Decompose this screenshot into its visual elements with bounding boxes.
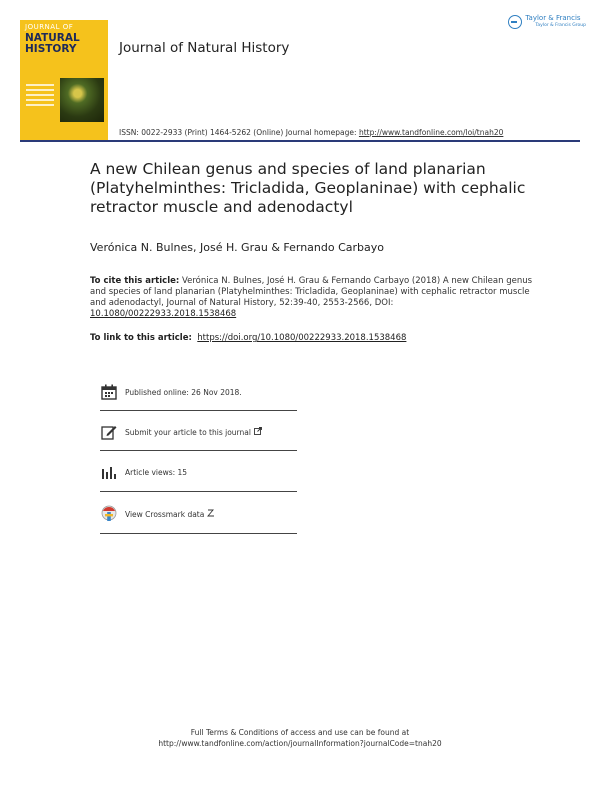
citation-text: Verónica N. Bulnes, José H. Grau & Fernando Carbayo (2018) A new Chilean genus and species of land planarian (Platyhelminthes: Tricladida, Geoplaninae) with cephalic retractor muscle and adenodactyl, Journal of Natural History, 52:39-40, 2553-2566, DOI: (90, 276, 533, 308)
cover-line2: NATURAL (25, 32, 80, 44)
edit-icon (100, 423, 118, 441)
article-title: A new Chilean genus and species of land planarian (Platyhelminthes: Tricladida, Geoplaninae) with cephalic retractor muscle and adenodactyl (90, 160, 526, 216)
submit-article-text[interactable]: Submit your article to this journal (125, 427, 251, 437)
taylor-francis-icon (508, 15, 522, 29)
journal-cover (20, 20, 108, 140)
external-link-icon (254, 427, 262, 437)
published-online-text: Published online: 26 Nov 2018. (125, 387, 242, 397)
crossmark-text[interactable]: View Crossmark data (125, 509, 205, 519)
issn-text: ISSN: 0022-2933 (Print) 1464-5262 (Online) Journal homepage: (119, 128, 359, 137)
cover-text-block (26, 84, 54, 109)
publisher-name: Taylor & Francis (525, 14, 581, 22)
article-doi-link[interactable]: https://doi.org/10.1080/00222933.2018.1538468 (197, 333, 407, 343)
link-label: To link to this article: (90, 333, 192, 343)
crossmark-row[interactable] (100, 495, 297, 534)
cover-line1: JOURNAL OF (25, 23, 74, 31)
crossmark-link-icon (207, 509, 215, 519)
crossmark-icon (100, 505, 118, 523)
citation-doi-link[interactable]: 10.1080/00222933.2018.1538468 (90, 309, 237, 319)
publisher-logo[interactable] (508, 14, 586, 30)
article-authors: Verónica N. Bulnes, José H. Grau & Fernando Carbayo (90, 241, 385, 254)
submit-article-row[interactable] (100, 414, 297, 451)
article-views-row (100, 454, 297, 492)
footer-terms-link[interactable]: http://www.tandfonline.com/action/journalInformation?journalCode=tnah20 (158, 739, 442, 748)
article-link-block (90, 333, 406, 343)
header-divider (20, 140, 580, 142)
issn-line (119, 128, 503, 137)
citation-block (90, 276, 540, 320)
bar-chart-icon (100, 464, 118, 482)
published-online-row (100, 374, 297, 411)
cover-photo (60, 78, 104, 122)
journal-title[interactable]: Journal of Natural History (119, 40, 290, 56)
calendar-icon (100, 383, 118, 401)
journal-homepage-link[interactable]: http://www.tandfonline.com/loi/tnah20 (358, 128, 504, 137)
footer-terms-text: Full Terms & Conditions of access and use can be found at (190, 728, 410, 737)
footer (0, 727, 600, 749)
citation-label: To cite this article: (90, 276, 180, 286)
cover-line3: HISTORY (25, 43, 77, 55)
article-views-text: Article views: 15 (125, 468, 188, 477)
publisher-group: Taylor & Francis Group (535, 23, 586, 28)
